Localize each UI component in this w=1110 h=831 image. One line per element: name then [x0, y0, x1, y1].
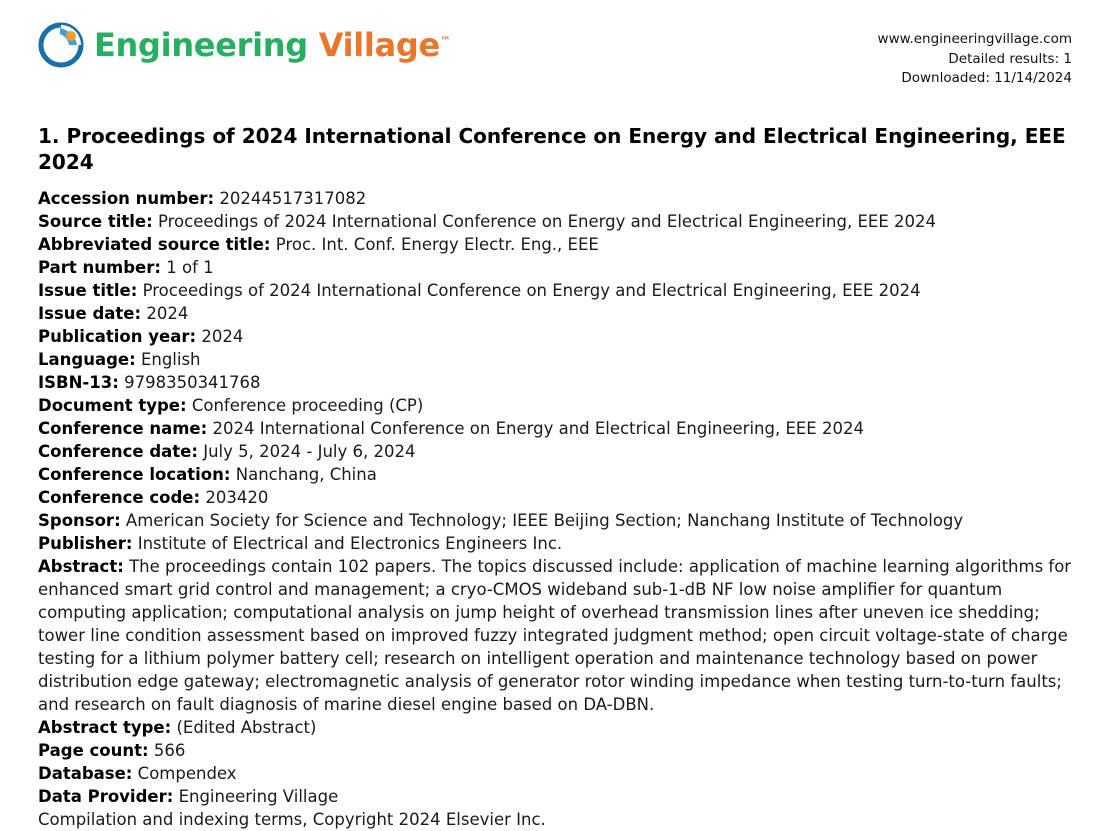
field-label: Sponsor: [38, 510, 121, 530]
page-title: 1. Proceedings of 2024 International Conference on Energy and Electrical Engineering, EEE 2024 [38, 123, 1066, 174]
field-label: Conference code: [38, 487, 201, 507]
brand-wordmark [94, 26, 451, 64]
field-conference-name [38, 417, 1072, 440]
field-label: Abstract: [38, 556, 124, 576]
header-meta [878, 22, 1072, 89]
field-issue-title [38, 279, 1072, 302]
field-value: 2024 [146, 303, 189, 323]
field-source-title [38, 210, 1072, 233]
field-label: Data Provider: [38, 787, 174, 807]
field-label: Issue date: [38, 303, 142, 323]
field-conference-location [38, 463, 1072, 486]
record-fields [38, 187, 1072, 831]
field-label: Page count: [38, 741, 149, 761]
field-value: American Society for Science and Technology; IEEE Beijing Section; Nanchang Institute of Technology [125, 510, 964, 530]
field-value: Compendex [137, 764, 237, 784]
field-value: 1 of 1 [166, 257, 214, 277]
copyright-notice: Compilation and indexing terms, Copyright 2024 Elsevier Inc. [38, 810, 546, 830]
field-label: Language: [38, 349, 136, 369]
field-data-provider [38, 785, 1072, 808]
field-value: 2024 International Conference on Energy and Electrical Engineering, EEE 2024 [212, 418, 864, 438]
engineering-village-logo [38, 22, 451, 68]
field-database [38, 762, 1072, 785]
field-label: Source title: [38, 211, 153, 231]
field-value: English [140, 349, 201, 369]
field-value: 9798350341768 [124, 372, 261, 392]
field-label: Accession number: [38, 188, 215, 208]
field-page-count [38, 739, 1072, 762]
brand-primary-text: Engineering [94, 26, 308, 64]
detailed-results-count: Detailed results: 1 [948, 50, 1072, 67]
field-abstract-type [38, 716, 1072, 739]
field-value: The proceedings contain 102 papers. The topics discussed include: application of machine learning algorithms for enhanced smart grid control and management; a cryo-CMOS wideband sub-1-dB NF low noise amplifier for quantum computing application; computational analysis on jump height of overhead transmission lines after uneven ice shedding; tower line condition assessment based on improved fuzzy integrated judgment method; open circuit voltage-state of charge testing for a lithium polymer battery cell; research on intelligent operation and maintenance technology based on power distribution edge gateway; electromagnetic analysis of generator rotor winding impedance when testing turn-to-turn faults; and research on fault diagnosis of marine diesel engine based on DA-DBN. [38, 556, 1072, 715]
field-value: (Edited Abstract) [176, 718, 317, 738]
field-part-number [38, 256, 1072, 279]
field-conference-date [38, 440, 1072, 463]
field-value: Engineering Village [178, 787, 339, 807]
page-header [38, 0, 1072, 89]
field-label: Publisher: [38, 533, 133, 553]
website-url: www.engineeringvillage.com [877, 31, 1072, 47]
field-issue-date [38, 302, 1072, 325]
field-label: ISBN-13: [38, 372, 119, 392]
field-value: 566 [153, 741, 186, 761]
field-label: Database: [38, 764, 133, 784]
field-value: 203420 [205, 487, 269, 507]
field-label: Conference name: [38, 418, 208, 438]
field-language [38, 348, 1072, 371]
engineering-village-mark-icon [38, 22, 84, 68]
field-document-type [38, 394, 1072, 417]
field-value: July 5, 2024 - July 6, 2024 [203, 441, 416, 461]
field-isbn-13 [38, 371, 1072, 394]
field-value: 20244517317082 [219, 188, 367, 208]
field-publication-year [38, 325, 1072, 348]
field-accession-number [38, 187, 1072, 210]
field-abstract [38, 555, 1072, 716]
field-sponsor [38, 509, 1072, 532]
field-value: Conference proceeding (CP) [191, 395, 424, 415]
field-label: Issue title: [38, 280, 138, 300]
field-label: Document type: [38, 395, 187, 415]
field-value: Institute of Electrical and Electronics Engineers Inc. [137, 533, 563, 553]
brand-secondary-text: Village [318, 26, 440, 64]
field-value: Proceedings of 2024 International Conference on Energy and Electrical Engineering, EEE 2024 [142, 280, 921, 300]
downloaded-date: Downloaded: 11/14/2024 [901, 70, 1072, 87]
field-label: Abstract type: [38, 718, 172, 738]
field-value: 2024 [201, 326, 244, 346]
field-conference-code [38, 486, 1072, 509]
trademark-symbol: ™ [439, 34, 451, 48]
field-label: Publication year: [38, 326, 197, 346]
field-label: Conference location: [38, 464, 231, 484]
field-abbreviated-source-title [38, 233, 1072, 256]
field-value: Proceedings of 2024 International Conference on Energy and Electrical Engineering, EEE 2024 [157, 211, 936, 231]
field-label: Abbreviated source title: [38, 234, 271, 254]
field-value: Nanchang, China [235, 464, 377, 484]
field-value: Proc. Int. Conf. Energy Electr. Eng., EEE [275, 234, 599, 254]
field-label: Conference date: [38, 441, 198, 461]
field-publisher [38, 532, 1072, 555]
field-label: Part number: [38, 257, 161, 277]
